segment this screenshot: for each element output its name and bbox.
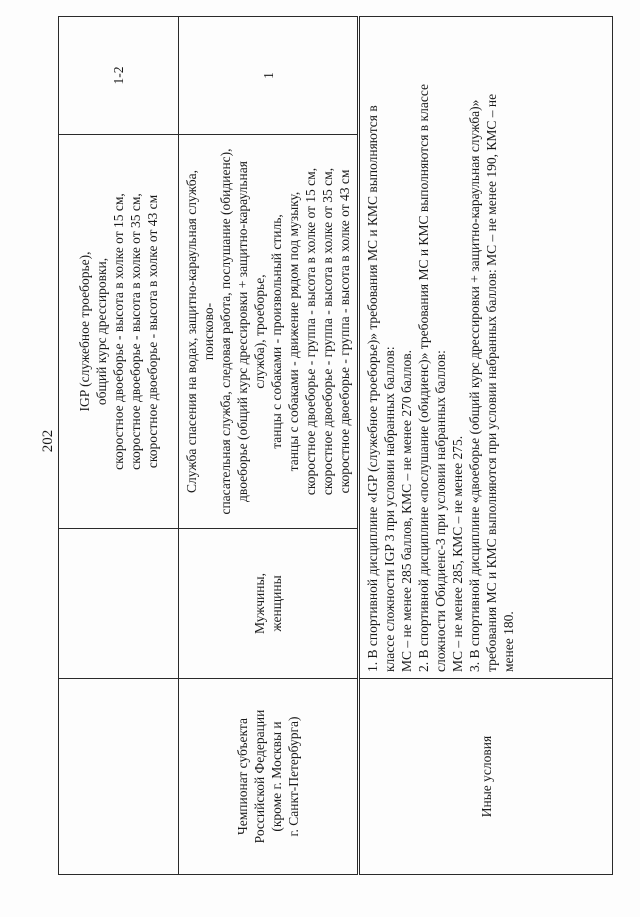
text-line: скоростное двоеборье - высота в холке от 43 см bbox=[145, 194, 160, 469]
text-line: 2. В спортивной дисциплине «послушание (обидиенс)» требования МС и КМС выполняются в классе bbox=[416, 84, 431, 672]
disciplines-cell-1 bbox=[59, 135, 179, 529]
text-line: Мужчины, bbox=[252, 573, 267, 634]
table-row-1 bbox=[59, 17, 179, 875]
text-line: двоеборье (общий курс дрессировки + защитно-караульная bbox=[235, 161, 250, 502]
table-row-2 bbox=[179, 17, 359, 875]
rank-value-1: 1-2 bbox=[111, 66, 126, 85]
other-conditions-text bbox=[359, 17, 613, 679]
text-line: менее 180. bbox=[501, 611, 516, 672]
norms-table bbox=[58, 16, 613, 875]
text-line: Служба спасения на водах, защитно-караульная служба, поисково- bbox=[184, 170, 216, 493]
text-line: служба), троеборье, bbox=[252, 274, 267, 389]
text-line: Российской Федерации bbox=[252, 709, 267, 844]
text-line: Чемпионат субъекта bbox=[235, 718, 250, 835]
text-line: г. Санкт-Петербурга) bbox=[286, 716, 301, 837]
text-line: 3. В спортивной дисциплине «двоеборье (общий курс дрессировки + защитно-караульная служба)» bbox=[467, 99, 482, 672]
other-conditions-label-text: Иные условия bbox=[478, 735, 494, 818]
participants-cell-2 bbox=[179, 529, 359, 679]
page-number: 202 bbox=[40, 429, 56, 453]
disciplines-cell-2 bbox=[179, 135, 359, 529]
rank-cell-1 bbox=[59, 17, 179, 135]
text-line: МС – не менее 285 баллов, КМС – не менее 270 баллов. bbox=[399, 350, 414, 672]
text-line: требования МС и КМС выполняются при условии набранных баллов: МС – не менее 190, КМС – не bbox=[484, 93, 499, 672]
text-line: скоростное двоеборье - группа - высота в холке от 35 см, bbox=[320, 167, 335, 496]
participants-cell-1 bbox=[59, 529, 179, 679]
text-line: IGP (служебное троеборье), bbox=[77, 251, 92, 412]
competition-cell-1 bbox=[59, 679, 179, 875]
text-line: скоростное двоеборье - группа - высота в холке от 43 см bbox=[337, 169, 352, 494]
text-line: женщины bbox=[269, 575, 284, 632]
rotated-content bbox=[40, 17, 613, 875]
text-line: скоростное двоеборье - высота в холке от 35 см, bbox=[128, 193, 143, 470]
text-line: танцы с собаками - произвольный стиль, bbox=[269, 214, 284, 449]
rank-value-2: 1 bbox=[260, 72, 276, 79]
text-line: (кроме г. Москвы и bbox=[269, 721, 284, 832]
text-line: сложности Обидиенс-3 при условии набранных баллов: bbox=[433, 350, 448, 672]
rank-cell-2 bbox=[179, 17, 359, 135]
text-line: танцы с собаками - движение рядом под музыку, bbox=[286, 191, 301, 472]
text-line: скоростное двоеборье - группа - высота в холке от 15 см, bbox=[303, 167, 318, 496]
text-line: общий курс дрессировки, bbox=[94, 257, 109, 406]
text-line: классе сложности IGP 3 при условии набранных баллов: bbox=[382, 346, 397, 672]
competition-cell-2 bbox=[179, 679, 359, 875]
text-line: 1. В спортивной дисциплине «IGP (служебное троеборье)» требования МС и КМС выполняются в bbox=[365, 105, 380, 672]
other-conditions-label bbox=[359, 679, 613, 875]
text-line: скоростное двоеборье - высота в холке от 15 см, bbox=[111, 193, 126, 470]
text-line: спасательная служба, следовая работа, послушание (обидиенс), bbox=[218, 148, 233, 515]
text-line: МС – не менее 285, КМС – не менее 275. bbox=[450, 435, 465, 672]
table-row-notes bbox=[359, 17, 613, 875]
